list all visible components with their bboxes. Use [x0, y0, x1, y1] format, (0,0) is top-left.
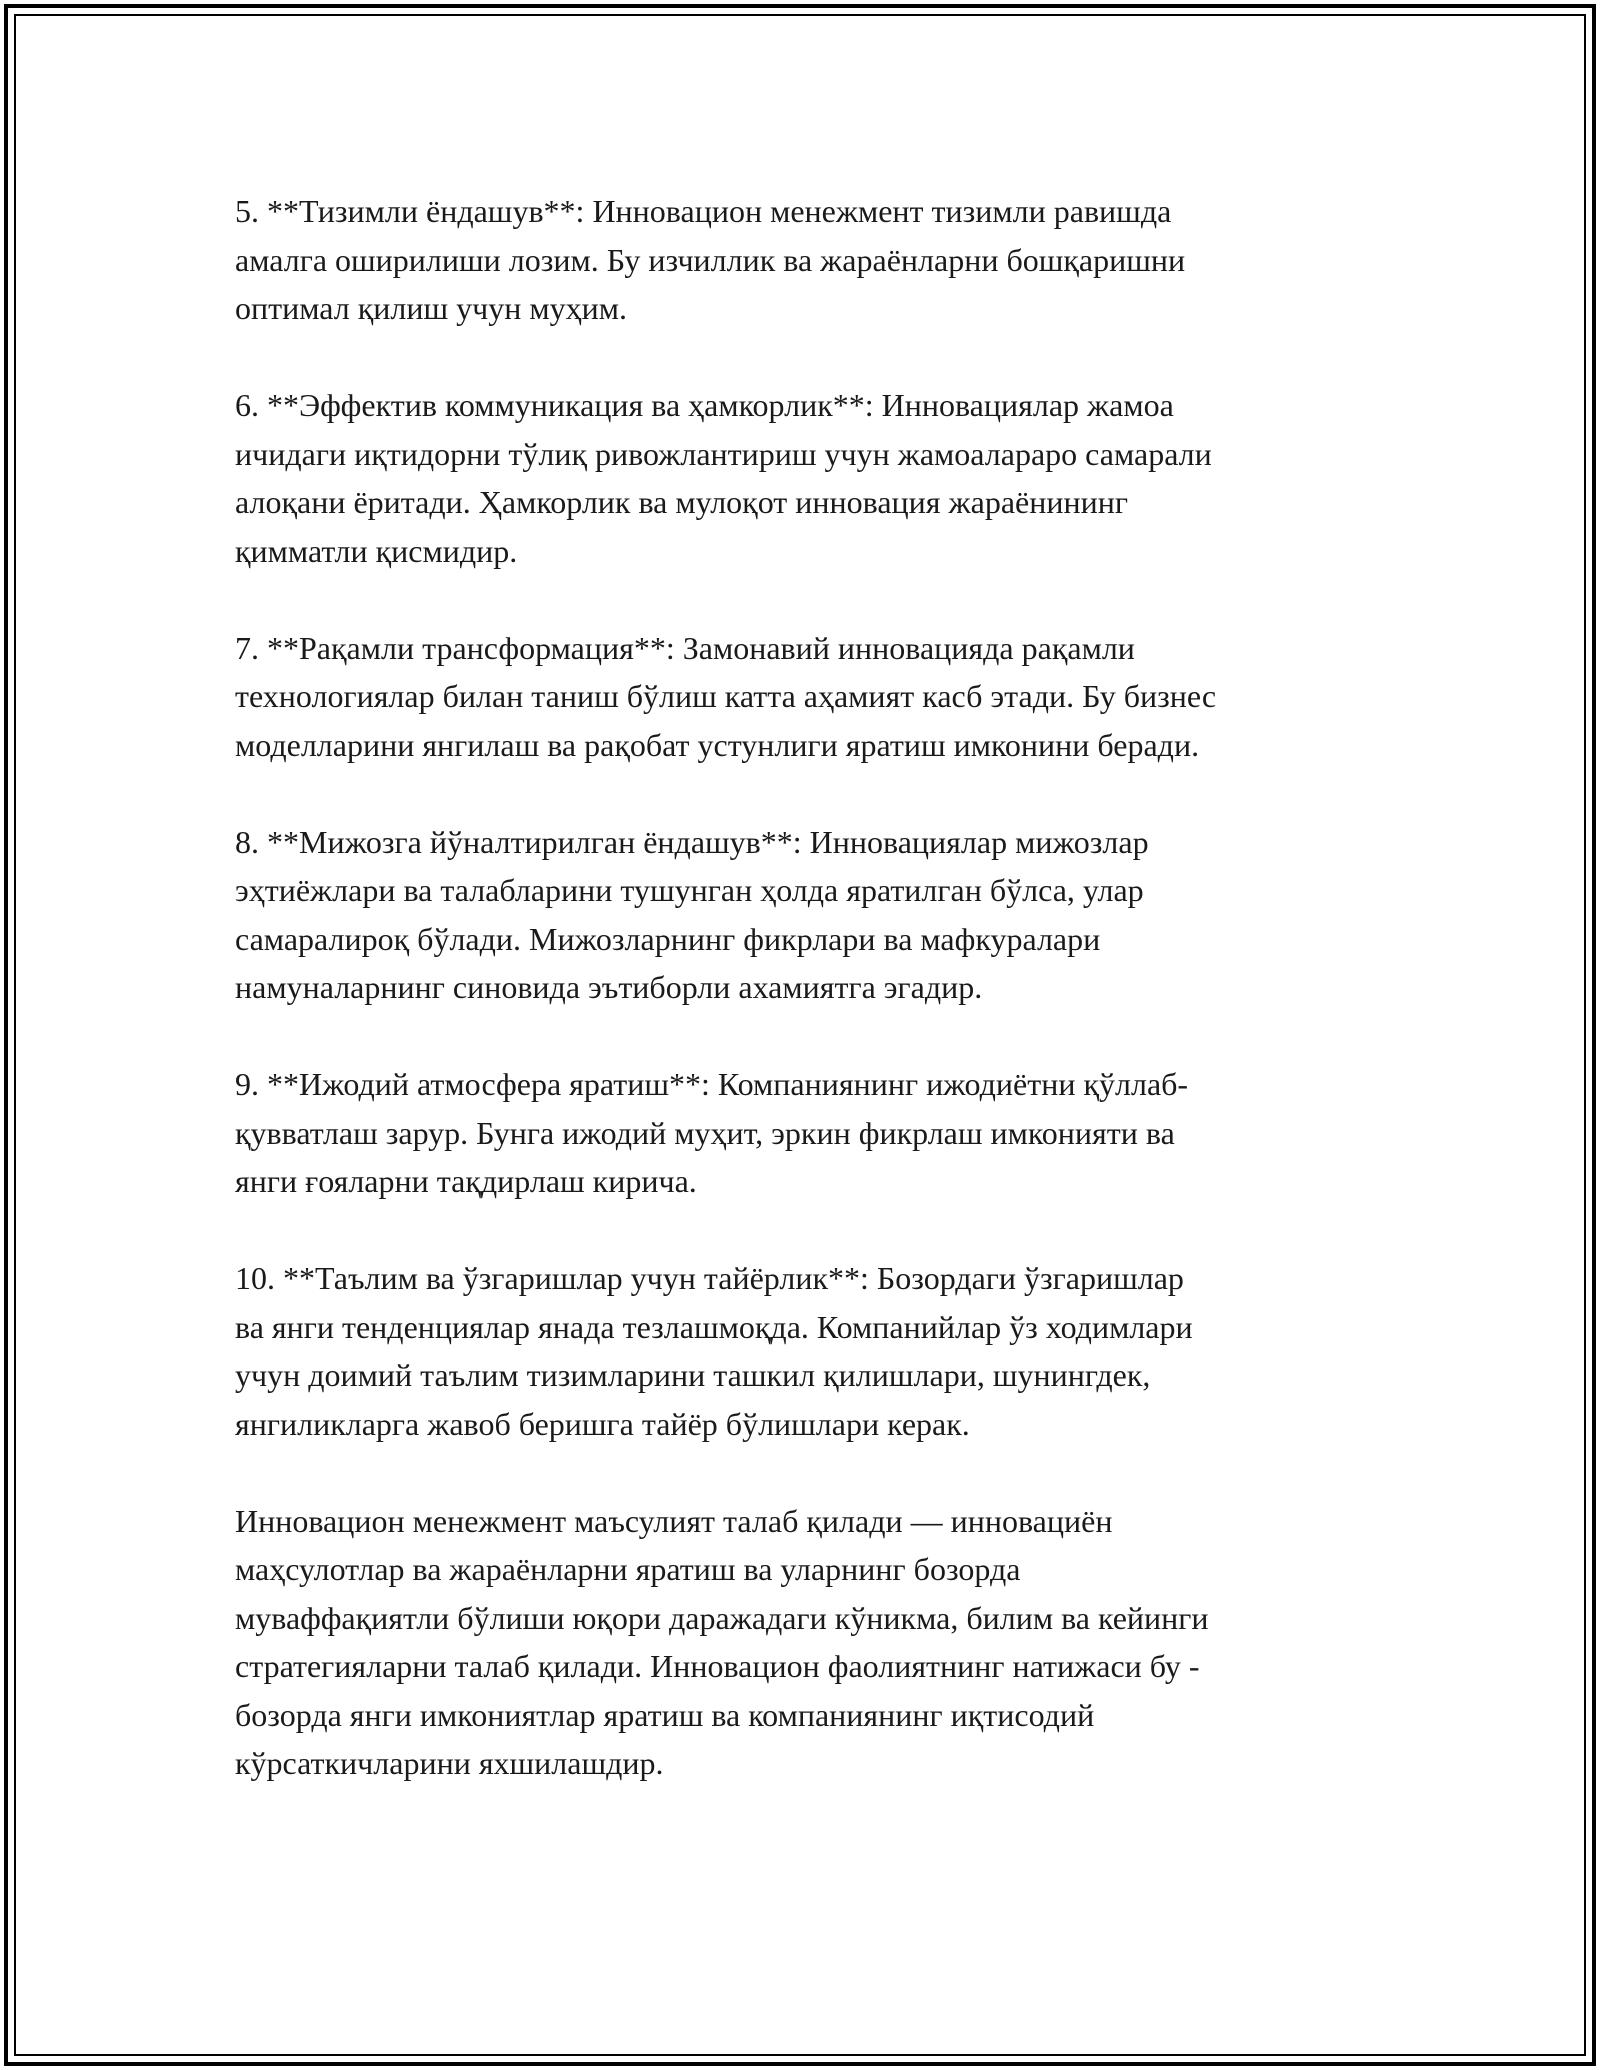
text-line: 5. **Тизимли ёндашув**: Инновацион менежмент тизимли равишда	[235, 193, 1172, 229]
text-line: 9. **Ижодий атмосфера яратиш**: Компаниянинг ижодиётни қўллаб-	[235, 1066, 1189, 1102]
text-line: моделларини янгилаш ва рақобат устунлиги яратиш имконини беради.	[235, 726, 1200, 763]
text-line: самаралироқ бўлади. Мижозларнинг фикрлари ва мафкуралари	[235, 920, 1101, 957]
text-line: намуналарнинг синовида эътиборли ахамиятга эгадир.	[235, 969, 983, 1005]
text-line: технологиялар билан таниш бўлиш катта аҳамият касб этади. Бу бизнес	[235, 678, 1217, 714]
text-line: муваффақиятли бўлиши юқори даражадаги кўникма, билим ва кейинги	[235, 1599, 1209, 1636]
text-line: стратегияларни талаб қилади. Инновацион фаолиятнинг натижаси бу -	[235, 1648, 1200, 1684]
text-line: 10. **Таълим ва ўзгаришлар учун тайёрлик**: Бозордаги ўзгаришлар	[235, 1260, 1184, 1296]
text-line: қимматли қисмидир.	[235, 532, 518, 569]
text-line: эҳтиёжлари ва талабларини тушунган ҳолда яратилган бўлса, улар	[235, 872, 1144, 908]
paragraph-item-5	[235, 187, 1365, 333]
text-line: 8. **Мижозга йўналтирилган ёндашув**: Инновациялар мижозлар	[235, 823, 1149, 860]
text-line: ва янги тенденциялар янада тезлашмоқда. Компанийлар ўз ходимлари	[235, 1308, 1193, 1345]
text-line: маҳсулотлар ва жараёнларни яратиш ва уларнинг бозорда	[235, 1551, 1021, 1587]
text-line: 7. **Рақамли трансформация**: Замонавий инновацияда рақамли	[235, 629, 1135, 666]
text-line: бозорда янги имкониятлар яратиш ва компаниянинг иқтисодий	[235, 1696, 1095, 1733]
paragraph-item-8	[235, 818, 1365, 1012]
paragraph-item-7	[235, 624, 1365, 770]
text-line: янгиликларга жавоб беришга тайёр бўлишлари керак.	[235, 1405, 970, 1442]
text-line: кўрсаткичларини яхшилашдир.	[235, 1745, 664, 1781]
paragraph-conclusion	[235, 1497, 1365, 1788]
text-line: янги ғояларни тақдирлаш кирича.	[235, 1163, 697, 1199]
text-line: алоқани ёритади. Ҳамкорлик ва мулоқот инновация жараёнининг	[235, 484, 1128, 520]
paragraph-item-6	[235, 381, 1365, 575]
text-line: учун доимий таълим тизимларини ташкил қилишлари, шунингдек,	[235, 1357, 1151, 1393]
text-line: қувватлаш зарур. Бунга ижодий муҳит, эркин фикрлаш имконияти ва	[235, 1114, 1175, 1151]
text-line: 6. **Эффектив коммуникация ва ҳамкорлик**: Инновациялар жамоа	[235, 387, 1174, 423]
text-line: оптимал қилиш учун муҳим.	[235, 290, 627, 326]
document-body	[235, 187, 1365, 1788]
paragraph-item-10	[235, 1254, 1365, 1448]
paragraph-item-9	[235, 1060, 1365, 1206]
text-line: Инновацион менежмент маъсулият талаб қилади — инновациён	[235, 1502, 1113, 1539]
text-line: ичидаги иқтидорни тўлиқ ривожлантириш учун жамоалараро самарали	[235, 435, 1212, 472]
text-line: амалга оширилиши лозим. Бу изчиллик ва жараёнларни бошқаришни	[235, 241, 1186, 278]
